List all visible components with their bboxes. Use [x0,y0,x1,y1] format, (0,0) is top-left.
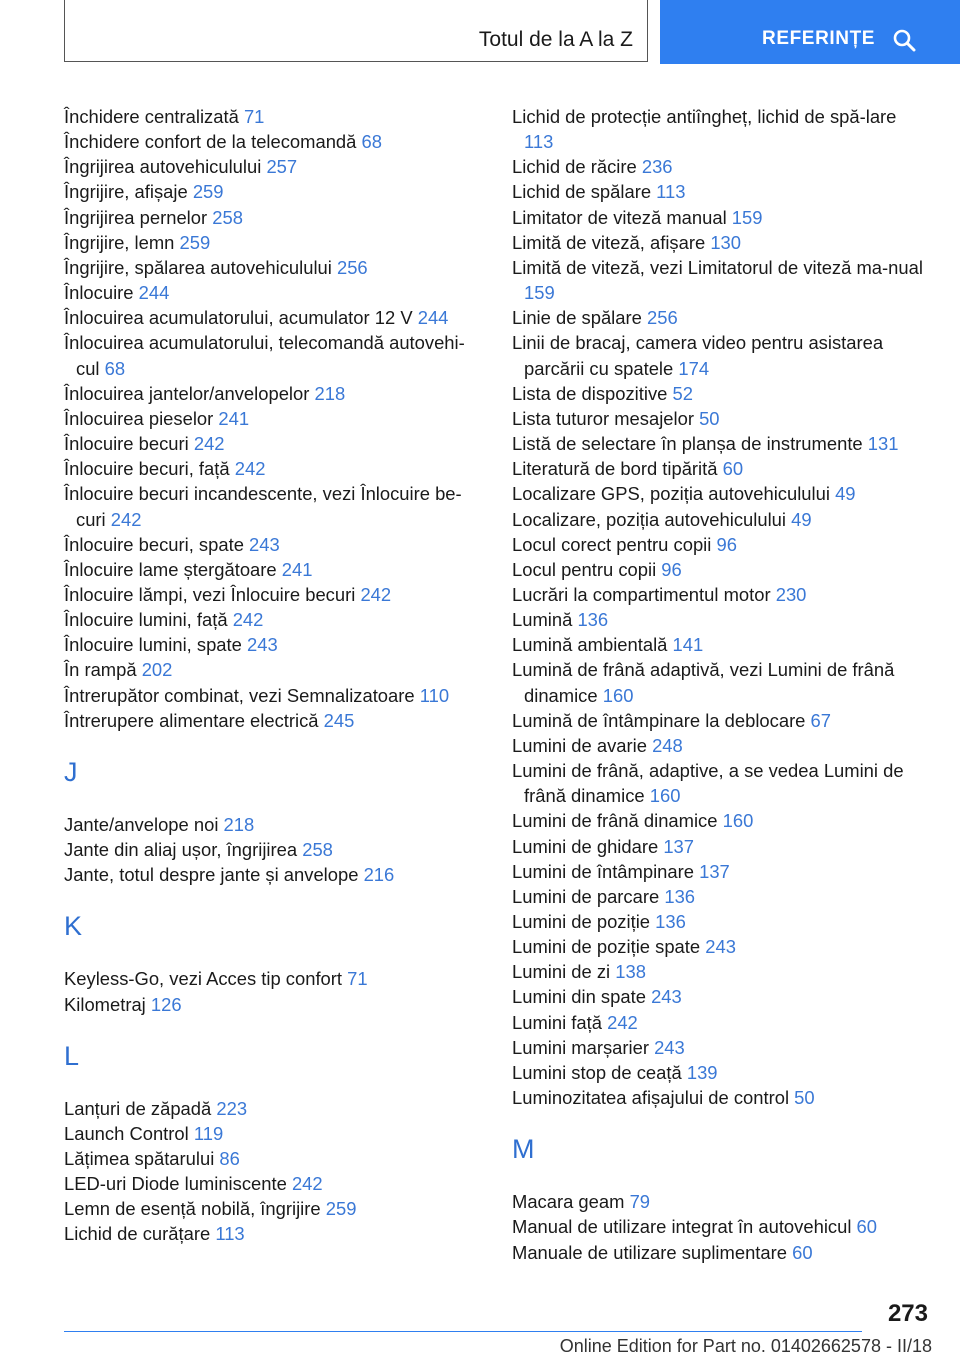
index-entry [512,657,924,707]
search-icon[interactable] [892,28,916,52]
index-entry [64,330,484,380]
section-tab[interactable] [64,0,648,62]
index-entry [512,1085,924,1110]
index-page-link[interactable]: 244 [138,282,170,304]
index-entry-term: Înlocuire becuri, spate [64,533,244,555]
index-entry [64,812,484,837]
index-entry-term: Înlocuire lame ștergătoare [64,558,277,580]
index-entry [512,1010,924,1035]
index-entry-term: Închidere confort de la telecomandă [64,131,357,153]
index-entry-term: Literatură de bord tipărită [512,458,718,480]
index-entry [512,808,924,833]
index-entry-term: Îngrijire, lemn [64,231,175,253]
index-entry [512,532,924,557]
index-entry-term: Întrerupător combinat, vezi Semnalizatoare [64,684,415,706]
index-entry [512,1035,924,1060]
index-entry [64,481,484,531]
index-entry [64,129,484,154]
index-entry [512,406,924,431]
index-page-link[interactable]: 60 [792,1241,813,1263]
index-entry-term: Lista de dispozitive [512,382,668,404]
index-entry [64,1146,484,1171]
index-page-link[interactable]: 126 [150,993,182,1015]
index-entry-term: Lucrări la compartimentul motor [512,583,771,605]
index-entry-term: Luminozitatea afișajului de control [512,1087,790,1109]
index-entry [512,230,924,255]
index-entry-term: Lumini de frână, adaptive, a se vedea Lumini de frână dinamice [512,760,904,807]
index-entry-term: Lățimea spătarului [64,1148,215,1169]
index-entry-term: Lumini de avarie [512,734,647,756]
index-entry-term: Localizare, poziția autovehiculului [512,508,786,530]
index-entry-term: Manual de utilizare integrat în autovehicul [512,1216,852,1238]
index-entry-term: Lumini de frână dinamice [512,810,718,832]
index-page-link[interactable]: 119 [193,1122,224,1144]
index-entry [512,582,924,607]
index-entry-term: În rampă [64,659,137,681]
index-entry-term: Înlocuire becuri [64,433,189,455]
index-entry [512,1214,924,1239]
index-column-right [512,104,924,1265]
references-tab[interactable] [660,0,960,64]
index-page-link[interactable]: 218 [223,813,255,835]
index-page-link[interactable]: 96 [661,558,682,580]
index-page-link[interactable]: 138 [615,961,646,983]
index-page-link[interactable]: 60 [856,1216,878,1238]
index-entry [512,934,924,959]
section-tab-label: Totul de la A la Z [478,28,633,51]
index-page-link[interactable]: 243 [249,533,280,555]
index-entry [64,607,484,632]
index-page-link[interactable]: 86 [219,1148,240,1169]
index-page-link[interactable]: 68 [104,357,126,379]
index-entry-term: Keyless-Go, vezi Acces tip confort [64,968,343,990]
index-page-link[interactable]: 71 [347,968,368,990]
index-entry [512,557,924,582]
index-entry-term: Lumină [512,609,573,631]
index-entry-term: Înlocuirea acumulatorului, telecomandă autovehi‐cul [64,332,465,379]
index-page-link[interactable]: 136 [664,885,696,907]
index-entry [64,280,484,305]
index-entry-term: Lumini de întâmpinare [512,860,694,882]
index-entry-term: Închidere centralizată [64,106,239,127]
footer-divider [64,1331,862,1332]
index-page-link[interactable]: 236 [641,156,673,178]
index-entry-term: Manuale de utilizare suplimentare [512,1241,787,1263]
index-page-link[interactable]: 241 [281,558,313,580]
index-page-link[interactable]: 160 [649,785,681,807]
index-entry-term: Înlocuire [64,282,134,304]
page-number: 273 [887,1300,928,1327]
index-page-link[interactable]: 96 [716,533,737,555]
index-entry [64,683,484,708]
index-entry-term: Limitator de viteză manual [512,206,727,228]
index-entry-term: Îngrijirea pernelor [64,206,208,228]
index-entry [512,507,924,532]
index-entry [512,305,924,330]
index-entry [64,305,484,330]
index-page-link[interactable]: 113 [524,131,554,153]
index-entry [512,255,924,305]
index-entry [64,406,484,431]
index-page-link[interactable]: 141 [672,634,704,656]
index-entry-term: Locul pentru copii [512,558,657,580]
index-page-link[interactable]: 243 [651,986,682,1008]
index-entry-term: Lumini față [512,1011,602,1033]
index-entry [64,862,484,887]
index-entry-term: Îngrijirea autovehiculului [64,156,262,178]
index-page-link[interactable]: 52 [672,382,693,404]
index-page-link[interactable]: 130 [710,231,742,253]
index-entry-term: Lumini de poziție spate [512,936,701,958]
index-entry [64,1221,484,1246]
index-entry-term: Lichid de protecție antiîngheț, lichid de spă‐lare [512,106,897,127]
index-entry [64,1196,484,1221]
index-entry-term: Înlocuirea jantelor/anvelopelor [64,382,310,404]
index-entry-term: Localizare GPS, poziția autovehiculului [512,483,830,505]
index-entry-term: Înlocuire becuri incandescente, vezi Înlocuire be‐curi [64,483,462,530]
index-entry-term: Jante/anvelope noi [64,813,219,835]
index-page-link[interactable]: 49 [835,483,856,505]
index-entry [64,154,484,179]
index-page-link[interactable]: 159 [731,206,763,228]
index-page-link[interactable]: 243 [705,936,736,958]
index-page-link[interactable]: 242 [110,508,142,530]
index-page-link[interactable]: 202 [141,659,173,681]
index-entry-term: Kilometraj [64,993,146,1015]
page-header [64,0,960,64]
index-entry-term: Launch Control [64,1122,189,1144]
index-page-link[interactable]: 223 [216,1097,248,1119]
index-page-link[interactable]: 50 [794,1087,815,1109]
index-entry-term: Îngrijire, afișaje [64,181,188,203]
index-entry [64,456,484,481]
index-entry [512,1060,924,1085]
index-entry-term: Locul corect pentru copii [512,533,712,555]
index-entry-term: Limită de viteză, vezi Limitatorul de viteză ma‐nual [512,256,923,278]
index-entry [64,104,484,129]
index-entry [512,884,924,909]
index-page-link[interactable]: 242 [232,609,264,631]
index-entry-term: Lumină de întâmpinare la deblocare [512,709,806,731]
index-page-link[interactable]: 50 [699,407,720,429]
index-entry [64,708,484,733]
index-entry [64,205,484,230]
index-entry [64,837,484,862]
index-entry [512,154,924,179]
index-entry [64,532,484,557]
index-page-link[interactable]: 113 [656,181,686,203]
index-entry [512,431,924,456]
index-entry [512,959,924,984]
index-page-link[interactable]: 241 [218,407,250,429]
index-page-link[interactable]: 242 [193,433,225,455]
index-page-link[interactable]: 259 [179,231,211,253]
index-entry [512,456,924,481]
index-page-link[interactable]: 259 [192,181,224,203]
index-page-link[interactable]: 137 [663,835,695,857]
index-entry-term: Lichid de răcire [512,156,637,178]
index-page-link[interactable]: 110 [419,684,450,706]
index-page-link[interactable]: 258 [302,839,333,861]
index-entry-term: Întrerupere alimentare electrică [64,709,319,731]
index-entry [512,381,924,406]
index-entry-term: Lumini de poziție [512,911,651,932]
index-entry [512,834,924,859]
index-entry-term: LED-uri Diode luminiscente [64,1173,287,1195]
index-page-link[interactable]: 245 [323,709,355,731]
index-entry [512,632,924,657]
index-page-link[interactable]: 230 [775,583,807,605]
index-entry [64,1096,484,1121]
index-entry [512,205,924,230]
index-entry [64,1121,484,1146]
index-page-link[interactable]: 242 [234,458,266,480]
index-entry [512,1240,924,1265]
index-page-link[interactable]: 60 [722,458,744,480]
index-entry [512,179,924,204]
index-page-link[interactable]: 174 [678,357,710,379]
index-entry-term: Lemn de esență nobilă, îngrijire [64,1198,321,1220]
index-entry [512,758,924,808]
index-page-link[interactable]: 257 [266,156,298,178]
index-entry [64,255,484,280]
index-entry-term: Înlocuirea acumulatorului, acumulator 12 V [64,307,413,329]
index-page-link[interactable]: 49 [791,508,812,530]
index-entry-term: Linii de bracaj, camera video pentru asistarea parcării cu spatele [512,332,884,379]
index-entry-term: Înlocuire lumini, față [64,609,228,631]
index-page-link[interactable]: 160 [602,684,634,706]
index-page-link[interactable]: 79 [629,1191,651,1213]
index-page-link[interactable]: 244 [417,307,449,329]
footer-edition: Online Edition for Part no. 01402662578 - II/18 [559,1336,932,1356]
index-page-link[interactable]: 256 [336,256,368,278]
index-entry-term: Lumini din spate [512,986,646,1008]
index-page-link[interactable]: 136 [655,911,686,932]
index-page-link[interactable]: 242 [360,583,392,605]
index-letter-heading: K [64,911,83,942]
index-entry [512,708,924,733]
index-page-link[interactable]: 159 [524,282,555,304]
index-page-link[interactable]: 136 [577,609,609,631]
index-column-left [64,104,484,1247]
index-page-link[interactable]: 243 [654,1036,685,1058]
index-page-link[interactable]: 139 [686,1061,718,1083]
index-entry [512,859,924,884]
index-entry [64,632,484,657]
index-page-link[interactable]: 218 [314,382,346,404]
index-entry-term: Lumini de zi [512,961,611,983]
index-page-link[interactable]: 258 [212,206,243,228]
index-entry [64,966,484,991]
index-entry-term: Lumini de parcare [512,885,660,907]
index-entry [512,607,924,632]
index-entry-term: Lumini stop de ceață [512,1061,682,1083]
index-page-link[interactable]: 137 [699,860,730,882]
index-entry-term: Îngrijire, spălarea autovehiculului [64,256,332,278]
index-entry-term: Listă de selectare în planșa de instrumente [512,433,863,455]
index-entry-term: Lista tuturor mesajelor [512,407,694,429]
index-entry-term: Lumini de ghidare [512,835,659,857]
index-entry [64,657,484,682]
index-entry-term: Lumină ambientală [512,634,668,656]
index-entry-term: Înlocuire becuri, față [64,458,230,480]
index-entry-term: Lanțuri de zăpadă [64,1097,212,1119]
index-page-link[interactable]: 216 [363,864,395,886]
index-entry [512,909,924,934]
index-page-link[interactable]: 68 [361,131,382,153]
index-entry [512,984,924,1009]
index-entry [512,733,924,758]
index-page-link[interactable]: 256 [646,307,678,329]
index-entry [64,179,484,204]
index-entry-term: Jante, totul despre jante și anvelope [64,864,359,886]
index-entry [64,230,484,255]
index-page-link[interactable]: 67 [810,709,832,731]
index-entry-term: Înlocuire lumini, spate [64,634,242,656]
index-entry [512,481,924,506]
references-tab-label: REFERINȚE [762,28,876,49]
index-page-link[interactable]: 259 [325,1198,357,1220]
index-entry-term: Jante din aliaj ușor, îngrijirea [64,839,298,861]
index-entry [64,992,484,1017]
index-entry-term: Înlocuirea pieselor [64,407,214,429]
index-page-link[interactable]: 242 [607,1011,638,1033]
index-page-link[interactable]: 160 [722,810,754,832]
index-entry-term: Macara geam [512,1191,625,1213]
index-entry [64,582,484,607]
index-page-link[interactable]: 248 [652,734,683,756]
index-page-link[interactable]: 113 [215,1223,245,1245]
index-page-link[interactable]: 242 [291,1173,323,1195]
index-page-link[interactable]: 71 [243,106,265,127]
index-entry [64,381,484,406]
index-entry-term: Limită de viteză, afișare [512,231,706,253]
index-entry [64,1171,484,1196]
index-page-link[interactable]: 243 [247,634,278,656]
index-entry-term: Înlocuire lămpi, vezi Înlocuire becuri [64,583,356,605]
index-entry-term: Lichid de spălare [512,181,652,203]
index-letter-heading: M [512,1134,535,1165]
index-entry-term: Lumină de frână adaptivă, vezi Lumini de frână dinamice [512,659,895,706]
index-entry-term: Lumini marșarier [512,1036,649,1058]
index-entry [64,431,484,456]
index-page-link[interactable]: 131 [867,433,899,455]
index-entry-term: Linie de spălare [512,307,642,329]
index-letter-heading: L [64,1040,80,1071]
index-letter-heading: J [64,756,78,787]
index-entry [512,1189,924,1214]
index-entry [64,557,484,582]
index-entry [512,104,924,154]
index-entry [512,330,924,380]
index-entry-term: Lichid de curățare [64,1223,211,1245]
